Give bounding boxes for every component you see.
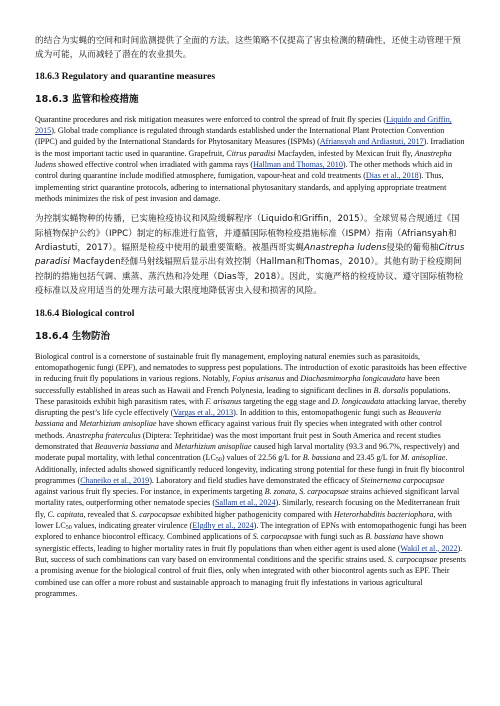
- paragraph-en-regulatory: Quarantine procedures and risk mitigation measures were enforced to control the spread of fruit fly species (Liquido and Griffin, 2015). Global trade compliance is regulated through standards established under the International Plant Protection Convention (IPPC) and guided by the International Standards for Phytosanitary Measures (ISPMs) (Afriansyah and Ardiastuti, 2017). Irradiation is the most important tactic used in quarantine. Grapefruit, Citrus paradisi Macfayden, infested by Mexican fruit fly, Anastrepha ludens showed effective control when irradiated with gamma rays (Hallman and Thomas, 2010). The other methods which aid in control during quarantine include modified atmosphere, fumigation, vapour-heat and cold treatments (Dias et al., 2018). Thus, implementing strict quarantine protocols, adhering to international phytosanitary standards, and applying appropriate treatment methods minimizes the risk of pest invasion and damage.: [35, 114, 465, 203]
- citation-link[interactable]: Elgdhy et al., 2024: [192, 521, 254, 531]
- paragraph-en-biocontrol: Biological control is a cornerstone of sustainable fruit fly management, employing natural enemies such as parasitoids, entomopathogenic fungi (EPF), and nematodes to suppress pest populations. The introduction of exotic parasitoids has been effective in reducing fruit fly populations in various regions. Notably, Fopius arisanus and Diachasmimorpha longicaudata have been successfully established in areas such as Hawaii and French Polynesia, leading to significant declines in B. dorsalis populations. These parasitoids exhibit high parasitism rates, with F. arisanus targeting the egg stage and D. longicaudata attacking larvae, thereby disrupting the pest’s life cycle effectively (Vargas et al., 2013). In addition to this, entomopathogenic fungi such as Beauveria bassiana and Metarhizium anisopliae have shown efficacy against various fruit fly species when integrated with other control methods. Anastrepha fraterculus (Diptera: Tephritidae) was the most important fruit pest in South America and recent studies demonstrated that Beauveria bassiana and Metarhizium anisopliae caused high larval mortality (93.3 and 96.7%, respectively) and moderate pupal mortality, with lethal concentration $(LC_{50})$ values of 22.56 g/L for B. bassiana and 23.45 g/L for M. anisopliae. Additionally, infected adults showed significantly reduced longevity, indicating strong potential for these fungi in fruit fly biocontrol programmes (Chaneiko et al., 2019). Laboratory and field studies have demonstrated the efficacy of Steinernema carpocapsae against various fruit fly species. For instance, in experiments targeting B. zonata, S. carpocapsae strains achieved significant larval mortality rates, outperforming other nematode species (Sallam et al., 2024). Similarly, research focusing on the Mediterranean fruit fly, C. capitata, revealed that S. carpocapsae exhibited higher pathogenicity compared with Heterorhabditis bacteriophora, with lower $LC_{50}$ values, indicating greater virulence (Elgdhy et al., 2024). The integration of EPNs with entomopathogenic fungi has been explored to enhance biocontrol efficacy. Combined applications of S. carpocapsae with fungi such as B. bassiana have shown synergistic effects, leading to higher mortality rates in fruit fly populations than when either agent is used alone (Wakil et al., 2022). But, success of such combinations can vary based on environmental conditions and the specific strains used. S. carpocapsae presents a promising avenue for the biological control of fruit flies, only when integrated with other biocontrol agents such as EPF. Their combined use can offer a more robust and sustainable approach to managing fruit fly infestations in various agricultural programmes.: [35, 351, 467, 598]
- page-content: [35, 34, 467, 599]
- citation-link[interactable]: Afriansyah and Ardiastuti, 2017: [319, 137, 424, 147]
- intro-paragraph-cn: 的结合为实蝇的空间和时间监测提供了全面的方法。这些策略不仅提高了害虫检测的精确性，还使主动管理干预成为可能，从而减轻了潜在的农业损失。: [35, 36, 461, 61]
- section-heading-en-regulatory: 18.6.3 Regulatory and quarantine measures: [35, 70, 216, 82]
- section-heading-cn-biocontrol: 18.6.4 生物防治: [35, 330, 110, 342]
- citation-link[interactable]: Dias et al., 2018: [365, 171, 419, 181]
- citation-link[interactable]: Hallman and Thomas, 2010: [253, 160, 343, 169]
- citation-link[interactable]: Chaneiko et al., 2019: [80, 475, 150, 485]
- citation-link[interactable]: Liquido and Griffin, 2015: [35, 114, 452, 136]
- citation-link[interactable]: Wakil et al., 2022: [400, 543, 458, 553]
- section-heading-cn-regulatory: 18.6.3 监管和检疫措施: [35, 93, 139, 105]
- citation-link[interactable]: Sallam et al., 2024: [215, 498, 276, 508]
- section-heading-en-biocontrol: 18.6.4 Biological control: [35, 307, 135, 319]
- citation-link[interactable]: Vargas et al., 2013: [173, 408, 234, 418]
- paragraph-cn-regulatory: 为控制实蝇物种的传播，已实施检疫协议和风险缓解程序（Liquido和Griffin，2015）。全球贸易合规通过《国际植物保护公约》（IPPC）制定的标准进行监管，并遵循国际植物检疫措施标准（ISPM）指南（Afriansyah和Ardiastuti，2017）。辐照是检疫中使用的最重要策略。被墨西哥实蝇Anastrepha ludens侵染的葡萄柚Citrus paradisi Macfayden经伽马射线辐照后显示出有效控制（Hallman和Thomas，2010）。其他有助于检疫期间控制的措施包括气调、熏蒸、蒸汽热和冷处理（Dias等，2018）。因此，实施严格的检疫协议、遵守国际植物检疫标准以及应用适当的处理方法可最大限度地降低害虫入侵和损害的风险。: [35, 214, 465, 297]
